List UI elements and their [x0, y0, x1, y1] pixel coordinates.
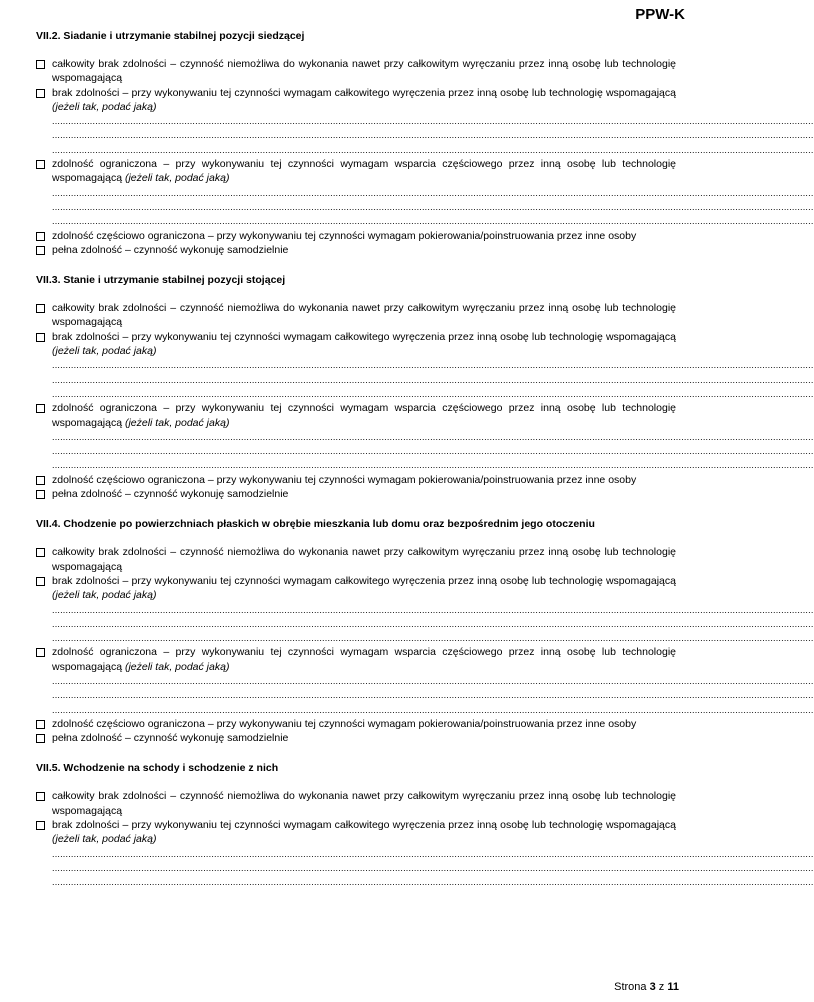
checkbox[interactable]: [36, 404, 45, 413]
option-inability[interactable]: [36, 818, 676, 847]
option-total-inability[interactable]: [36, 301, 676, 330]
option-label: pełna zdolność – czynność wykonuję samodzielnie: [52, 488, 289, 501]
fill-line[interactable]: ..........................................................................................................................................................................................................................................................................................: [52, 130, 814, 141]
option-partially-limited[interactable]: [36, 229, 676, 243]
option-limited[interactable]: [36, 401, 676, 430]
option-label: całkowity brak zdolności – czynność niemożliwa do wykonania nawet przy całkowitym wyręczaniu przez inną osobę lub technologię wspomagającą: [52, 58, 676, 85]
checkbox[interactable]: [36, 548, 45, 557]
checkbox[interactable]: [36, 304, 45, 313]
fill-line[interactable]: ..........................................................................................................................................................................................................................................................................................: [52, 848, 814, 859]
form-content: [36, 30, 814, 890]
fill-line[interactable]: ..........................................................................................................................................................................................................................................................................................: [52, 704, 814, 715]
fill-line[interactable]: ..........................................................................................................................................................................................................................................................................................: [52, 360, 814, 371]
fill-line[interactable]: ..........................................................................................................................................................................................................................................................................................: [52, 877, 814, 888]
hint-text: (jeżeli tak, podać jaką): [124, 416, 230, 429]
option-label: całkowity brak zdolności – czynność niemożliwa do wykonania nawet przy całkowitym wyręczaniu przez inną osobę lub technologię wspomagającą: [52, 546, 676, 573]
checkbox[interactable]: [36, 577, 45, 586]
fill-line[interactable]: ..........................................................................................................................................................................................................................................................................................: [52, 460, 814, 471]
option-full-ability[interactable]: [36, 243, 676, 257]
hint-text: (jeżeli tak, podać jaką): [124, 660, 230, 673]
fill-line[interactable]: ..........................................................................................................................................................................................................................................................................................: [52, 201, 814, 212]
option-full-ability[interactable]: [36, 487, 676, 501]
section-title: VII.2. Siadanie i utrzymanie stabilnej pozycji siedzącej: [36, 30, 305, 42]
fill-line[interactable]: ..........................................................................................................................................................................................................................................................................................: [52, 216, 814, 227]
checkbox[interactable]: [36, 232, 45, 241]
option-total-inability[interactable]: [36, 789, 676, 818]
option-total-inability[interactable]: [36, 545, 676, 574]
checkbox[interactable]: [36, 648, 45, 657]
fill-line[interactable]: ..........................................................................................................................................................................................................................................................................................: [52, 618, 814, 629]
fill-line[interactable]: ..........................................................................................................................................................................................................................................................................................: [52, 690, 814, 701]
form-code: PPW-K: [635, 6, 685, 23]
checkbox[interactable]: [36, 734, 45, 743]
option-total-inability[interactable]: [36, 57, 676, 86]
option-inability[interactable]: [36, 86, 676, 115]
option-label: zdolność częściowo ograniczona – przy wykonywaniu tej czynności wymagam pokierowania/poinstruowania przez inne osoby: [52, 473, 637, 486]
option-partially-limited[interactable]: [36, 717, 676, 731]
hint-text: (jeżeli tak, podać jaką): [52, 833, 157, 846]
section-vii-2: [36, 30, 814, 257]
checkbox[interactable]: [36, 60, 45, 69]
checkbox[interactable]: [36, 490, 45, 499]
option-label: brak zdolności – przy wykonywaniu tej czynności wymagam całkowitego wyręczenia przez inną osobę lub technologię wspomagającą (jeżeli tak, podać jaką): [52, 574, 676, 602]
hint-text: (jeżeli tak, podać jaką): [124, 172, 230, 185]
option-full-ability[interactable]: [36, 731, 676, 745]
hint-text: (jeżeli tak, podać jaką): [52, 345, 157, 358]
option-label: brak zdolności – przy wykonywaniu tej czynności wymagam całkowitego wyręczenia przez inną osobę lub technologię wspomagającą (jeżeli tak, podać jaką): [52, 330, 676, 358]
option-label: pełna zdolność – czynność wykonuję samodzielnie: [52, 243, 289, 256]
fill-line[interactable]: ..........................................................................................................................................................................................................................................................................................: [52, 187, 814, 198]
section-title: VII.5. Wchodzenie na schody i schodzenie z nich: [36, 762, 279, 775]
option-label: zdolność ograniczona – przy wykonywaniu tej czynności wymagam wsparcia częściowego przez inną osobę lub technologię wspomagającą (jeżeli tak, podać jaką): [52, 646, 676, 673]
fill-line[interactable]: ..........................................................................................................................................................................................................................................................................................: [52, 446, 814, 457]
checkbox[interactable]: [36, 720, 45, 729]
section-vii-5: [36, 762, 814, 889]
section-title: VII.4. Chodzenie po powierzchniach płaskich w obrębie mieszkania lub domu oraz bezpośrednim jego otoczeniu: [36, 518, 595, 531]
option-inability[interactable]: [36, 330, 676, 359]
section-vii-4: [36, 518, 814, 745]
section-title: VII.3. Stanie i utrzymanie stabilnej pozycji stojącej: [36, 274, 286, 287]
checkbox[interactable]: [36, 246, 45, 255]
option-label: brak zdolności – przy wykonywaniu tej czynności wymagam całkowitego wyręczenia przez inną osobę lub technologię wspomagającą (jeżeli tak, podać jaką): [52, 819, 676, 846]
page-number: Strona 3 z 11: [614, 981, 679, 993]
checkbox[interactable]: [36, 792, 45, 801]
fill-line[interactable]: ..........................................................................................................................................................................................................................................................................................: [52, 116, 814, 127]
checkbox[interactable]: [36, 160, 45, 169]
checkbox[interactable]: [36, 89, 45, 98]
option-inability[interactable]: [36, 574, 676, 603]
option-label: pełna zdolność – czynność wykonuję samodzielnie: [52, 732, 289, 745]
fill-line[interactable]: ..........................................................................................................................................................................................................................................................................................: [52, 675, 814, 686]
hint-text: (jeżeli tak, podać jaką): [52, 100, 157, 113]
option-limited[interactable]: [36, 157, 676, 186]
fill-line[interactable]: ..........................................................................................................................................................................................................................................................................................: [52, 862, 814, 873]
option-label: brak zdolności – przy wykonywaniu tej czynności wymagam całkowitego wyręczenia przez inną osobę lub technologię wspomagającą (jeżeli tak, podać jaką): [52, 86, 676, 113]
option-label: zdolność ograniczona – przy wykonywaniu tej czynności wymagam wsparcia częściowego przez inną osobę lub technologię wspomagającą (jeżeli tak, podać jaką): [52, 402, 676, 429]
fill-line[interactable]: ..........................................................................................................................................................................................................................................................................................: [52, 388, 814, 399]
checkbox[interactable]: [36, 333, 45, 342]
option-label: zdolność częściowo ograniczona – przy wykonywaniu tej czynności wymagam pokierowania/poinstruowania przez inne osoby: [52, 229, 637, 242]
option-label: zdolność częściowo ograniczona – przy wykonywaniu tej czynności wymagam pokierowania/poinstruowania przez inne osoby: [52, 717, 637, 730]
fill-line[interactable]: ..........................................................................................................................................................................................................................................................................................: [52, 633, 814, 644]
option-label: zdolność ograniczona – przy wykonywaniu tej czynności wymagam wsparcia częściowego przez inną osobę lub technologię wspomagającą (jeżeli tak, podać jaką): [52, 158, 676, 185]
hint-text: (jeżeli tak, podać jaką): [52, 589, 157, 602]
fill-line[interactable]: ..........................................................................................................................................................................................................................................................................................: [52, 144, 814, 155]
option-label: całkowity brak zdolności – czynność niemożliwa do wykonania nawet przy całkowitym wyręczaniu przez inną osobę lub technologię wspomagającą: [52, 790, 676, 817]
checkbox[interactable]: [36, 476, 45, 485]
checkbox[interactable]: [36, 821, 45, 830]
option-partially-limited[interactable]: [36, 473, 676, 487]
fill-line[interactable]: ..........................................................................................................................................................................................................................................................................................: [52, 374, 814, 385]
option-label: całkowity brak zdolności – czynność niemożliwa do wykonania nawet przy całkowitym wyręczaniu przez inną osobę lub technologię wspomagającą: [52, 302, 676, 329]
option-limited[interactable]: [36, 645, 676, 674]
fill-line[interactable]: ..........................................................................................................................................................................................................................................................................................: [52, 431, 814, 442]
section-vii-3: [36, 274, 814, 501]
fill-line[interactable]: ..........................................................................................................................................................................................................................................................................................: [52, 604, 814, 615]
